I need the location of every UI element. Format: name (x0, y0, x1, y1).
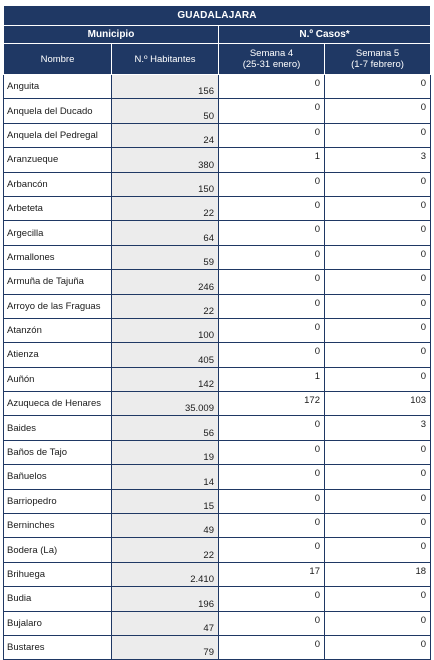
cell-nombre: Bañuelos (4, 465, 112, 489)
cell-nombre: Baides (4, 416, 112, 440)
cell-habitantes: 380 (112, 148, 219, 172)
cell-habitantes: 196 (112, 587, 219, 611)
cell-nombre: Baños de Tajo (4, 440, 112, 464)
table-row (4, 440, 431, 464)
table-row (4, 514, 431, 538)
cell-habitantes: 19 (112, 440, 219, 464)
cell-habitantes: 22 (112, 196, 219, 220)
cell-habitantes: 64 (112, 221, 219, 245)
cell-habitantes: 14 (112, 465, 219, 489)
cell-semana5: 0 (325, 221, 431, 245)
table-row (4, 75, 431, 99)
cell-semana5: 0 (325, 75, 431, 99)
cell-nombre: Bujalaro (4, 611, 112, 635)
cell-habitantes: 156 (112, 75, 219, 99)
cell-nombre: Aranzueque (4, 148, 112, 172)
cell-semana4: 0 (219, 440, 325, 464)
cell-semana5: 103 (325, 392, 431, 416)
cell-nombre: Anquela del Pedregal (4, 123, 112, 147)
cell-semana4: 0 (219, 635, 325, 659)
cell-semana4: 0 (219, 416, 325, 440)
group-header-casos: N.º Casos* (219, 26, 431, 44)
table-row (4, 392, 431, 416)
cell-semana5: 0 (325, 514, 431, 538)
cell-semana4: 0 (219, 587, 325, 611)
table-header (4, 6, 431, 75)
cell-semana4: 1 (219, 367, 325, 391)
cell-nombre: Brihuega (4, 562, 112, 586)
cell-nombre: Berninches (4, 514, 112, 538)
cell-habitantes: 79 (112, 635, 219, 659)
table-row (4, 562, 431, 586)
cell-semana4: 0 (219, 489, 325, 513)
cell-semana5: 0 (325, 172, 431, 196)
table-row (4, 172, 431, 196)
cell-semana5: 0 (325, 587, 431, 611)
cell-semana4: 1 (219, 148, 325, 172)
cell-semana5: 0 (325, 196, 431, 220)
cell-semana5: 18 (325, 562, 431, 586)
column-header-row (4, 44, 431, 75)
cell-semana4: 0 (219, 172, 325, 196)
table-row (4, 465, 431, 489)
cell-habitantes: 142 (112, 367, 219, 391)
cell-semana4: 0 (219, 465, 325, 489)
cell-semana4: 0 (219, 611, 325, 635)
table-row (4, 318, 431, 342)
cell-semana5: 0 (325, 270, 431, 294)
cell-nombre: Atienza (4, 343, 112, 367)
cell-habitantes: 22 (112, 294, 219, 318)
column-header-nombre: Nombre (4, 44, 112, 75)
cell-nombre: Armallones (4, 245, 112, 269)
cell-semana5: 0 (325, 245, 431, 269)
cell-nombre: Budia (4, 587, 112, 611)
cell-nombre: Bodera (La) (4, 538, 112, 562)
column-group-row (4, 26, 431, 44)
cell-semana4: 0 (219, 221, 325, 245)
cell-habitantes: 405 (112, 343, 219, 367)
cell-nombre: Arroyo de las Fraguas (4, 294, 112, 318)
table-title-row (4, 6, 431, 26)
semana5-label: Semana 5 (355, 48, 400, 59)
cell-nombre: Anquela del Ducado (4, 99, 112, 123)
cell-habitantes: 35.009 (112, 392, 219, 416)
cell-habitantes: 24 (112, 123, 219, 147)
cell-semana4: 0 (219, 196, 325, 220)
cell-habitantes: 47 (112, 611, 219, 635)
cell-habitantes: 100 (112, 318, 219, 342)
cell-semana5: 0 (325, 611, 431, 635)
column-header-semana4 (219, 44, 325, 75)
table-row (4, 123, 431, 147)
cell-habitantes: 150 (112, 172, 219, 196)
cases-table-container (3, 5, 430, 660)
cell-nombre: Arbancón (4, 172, 112, 196)
cell-semana5: 0 (325, 123, 431, 147)
cases-table (3, 5, 431, 660)
cell-semana5: 0 (325, 367, 431, 391)
group-header-municipio: Municipio (4, 26, 219, 44)
cell-semana5: 0 (325, 440, 431, 464)
semana5-range: (1-7 febrero) (351, 59, 404, 70)
cell-semana4: 17 (219, 562, 325, 586)
cell-semana4: 0 (219, 343, 325, 367)
table-row (4, 221, 431, 245)
cell-habitantes: 15 (112, 489, 219, 513)
cell-habitantes: 56 (112, 416, 219, 440)
cell-nombre: Bustares (4, 635, 112, 659)
cell-habitantes: 49 (112, 514, 219, 538)
semana4-range: (25-31 enero) (242, 59, 301, 70)
cell-semana4: 0 (219, 294, 325, 318)
cell-habitantes: 50 (112, 99, 219, 123)
cell-habitantes: 246 (112, 270, 219, 294)
cell-semana4: 0 (219, 538, 325, 562)
cell-nombre: Barriopedro (4, 489, 112, 513)
semana4-label: Semana 4 (249, 48, 294, 59)
cell-semana4: 0 (219, 245, 325, 269)
table-row (4, 270, 431, 294)
cell-habitantes: 59 (112, 245, 219, 269)
cell-semana4: 0 (219, 123, 325, 147)
cell-nombre: Armuña de Tajuña (4, 270, 112, 294)
table-row (4, 538, 431, 562)
table-row (4, 587, 431, 611)
cell-semana4: 172 (219, 392, 325, 416)
cell-semana5: 0 (325, 318, 431, 342)
cell-semana5: 0 (325, 538, 431, 562)
cell-semana5: 0 (325, 635, 431, 659)
cell-semana5: 3 (325, 416, 431, 440)
table-row (4, 343, 431, 367)
table-row (4, 245, 431, 269)
cell-semana5: 0 (325, 343, 431, 367)
table-row (4, 416, 431, 440)
cell-habitantes: 22 (112, 538, 219, 562)
cell-semana4: 0 (219, 318, 325, 342)
table-row (4, 196, 431, 220)
column-header-semana5 (325, 44, 431, 75)
table-row (4, 611, 431, 635)
table-row (4, 99, 431, 123)
cell-semana5: 0 (325, 489, 431, 513)
table-row (4, 367, 431, 391)
cell-nombre: Argecilla (4, 221, 112, 245)
cell-nombre: Anguita (4, 75, 112, 99)
cell-nombre: Azuqueca de Henares (4, 392, 112, 416)
cell-semana4: 0 (219, 514, 325, 538)
cell-nombre: Auñón (4, 367, 112, 391)
cell-semana4: 0 (219, 270, 325, 294)
table-body (4, 75, 431, 660)
cell-semana5: 0 (325, 99, 431, 123)
cell-habitantes: 2.410 (112, 562, 219, 586)
table-row (4, 489, 431, 513)
table-title: GUADALAJARA (4, 6, 431, 26)
cell-semana5: 0 (325, 465, 431, 489)
table-row (4, 635, 431, 659)
cell-nombre: Arbeteta (4, 196, 112, 220)
cell-semana4: 0 (219, 75, 325, 99)
table-row (4, 294, 431, 318)
cell-semana5: 0 (325, 294, 431, 318)
cell-semana4: 0 (219, 99, 325, 123)
column-header-habitantes: N.º Habitantes (112, 44, 219, 75)
table-row (4, 148, 431, 172)
cell-nombre: Atanzón (4, 318, 112, 342)
cell-semana5: 3 (325, 148, 431, 172)
